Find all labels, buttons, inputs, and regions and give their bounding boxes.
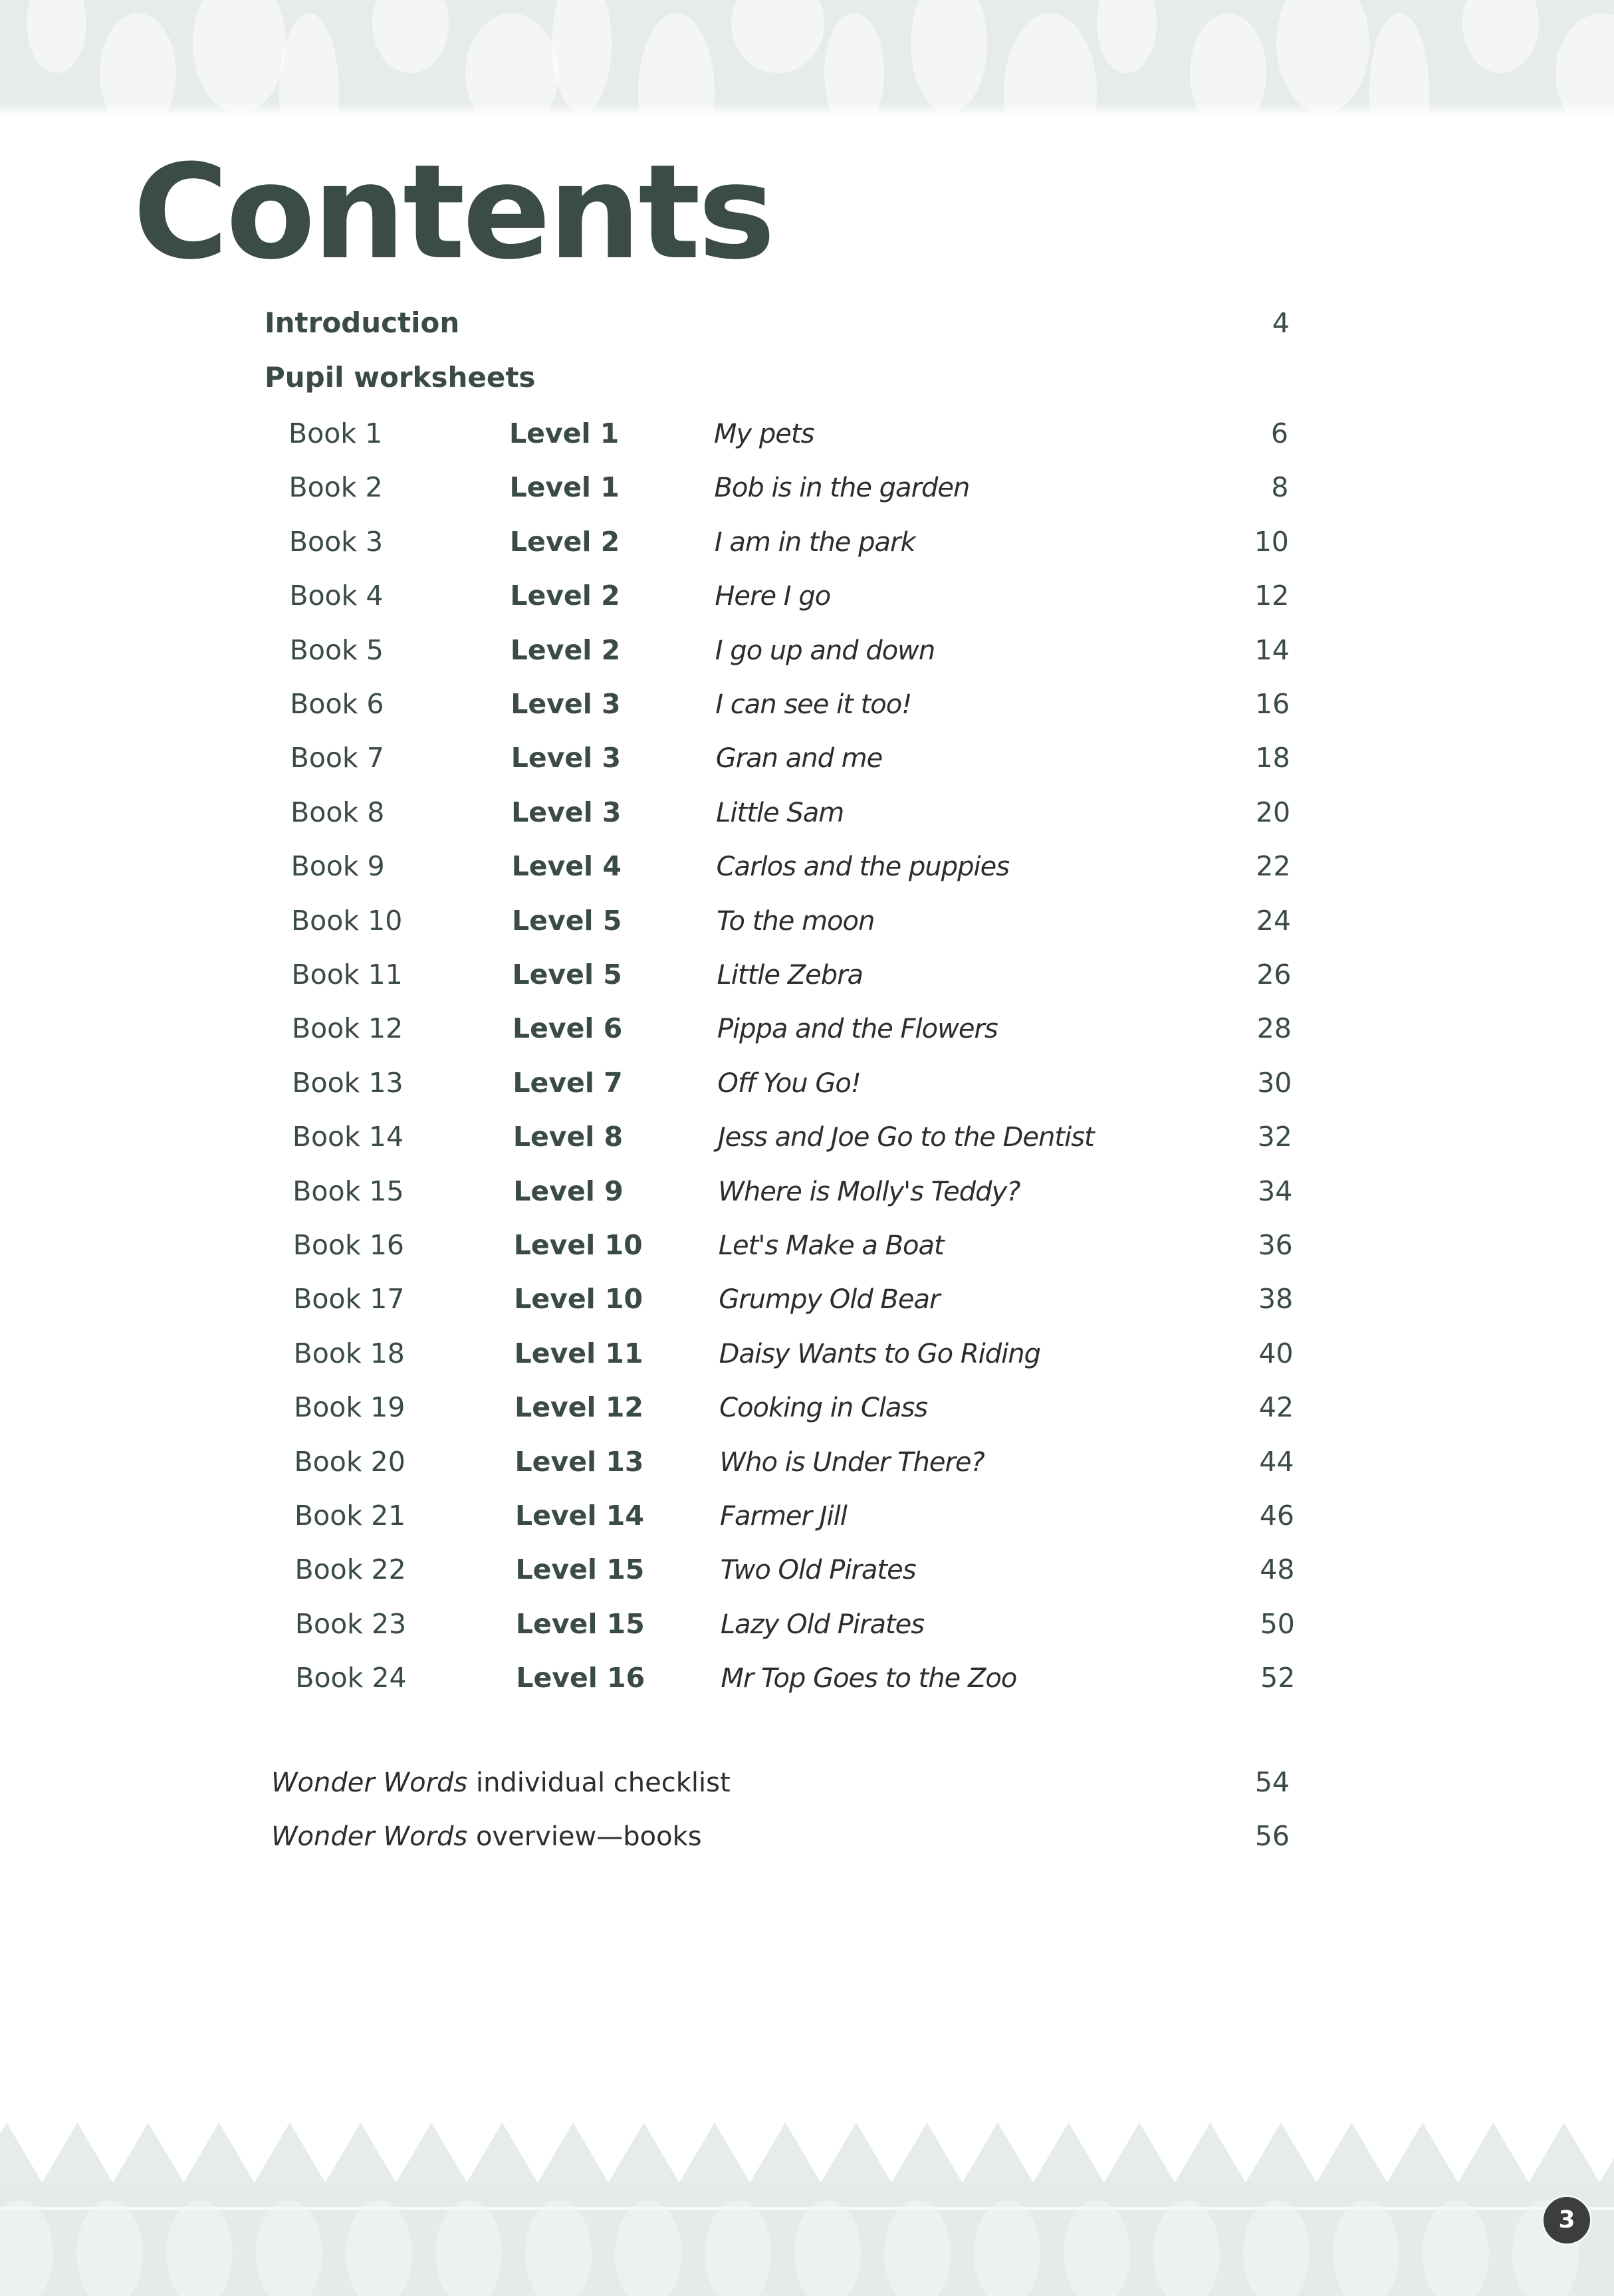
book-title: Little Zebra xyxy=(717,960,864,990)
book-title: Let's Make a Boat xyxy=(718,1230,944,1261)
toc-row-book[interactable] xyxy=(0,516,1614,556)
bubble-decoration-icon xyxy=(1462,0,1539,73)
book-title: Grumpy Old Bear xyxy=(719,1284,940,1316)
toc-row-book[interactable] xyxy=(0,1436,1614,1476)
book-title: Daisy Wants to Go Riding xyxy=(719,1338,1040,1369)
bubble-decoration-icon xyxy=(1004,13,1097,116)
book-number: Book 14 xyxy=(292,1121,404,1153)
pupil-worksheets-heading: Pupil worksheets xyxy=(265,361,536,394)
book-page: 18 xyxy=(1255,742,1290,774)
book-level: Level 11 xyxy=(514,1337,643,1369)
bubble-decoration-icon xyxy=(824,13,884,116)
book-title: Mr Top Goes to the Zoo xyxy=(721,1663,1017,1694)
book-page: 44 xyxy=(1259,1445,1294,1478)
triangle-border-icon xyxy=(0,2121,1614,2296)
book-level: Level 1 xyxy=(509,417,620,449)
toc-row-book[interactable] xyxy=(0,461,1614,504)
book-title: Cooking in Class xyxy=(719,1393,928,1424)
toc-row-book[interactable] xyxy=(0,1165,1614,1205)
book-page: 10 xyxy=(1254,525,1289,558)
book-number: Book 21 xyxy=(294,1500,406,1532)
book-title: I am in the park xyxy=(714,526,915,558)
bubble-decoration-icon xyxy=(1369,13,1429,116)
toc-row-book[interactable] xyxy=(0,840,1614,883)
book-number: Book 18 xyxy=(293,1337,405,1369)
book-level: Level 2 xyxy=(510,580,620,612)
book-page: 28 xyxy=(1256,1012,1292,1045)
book-title: Carlos and the puppies xyxy=(716,852,1010,883)
book-page: 16 xyxy=(1255,688,1290,720)
book-page: 30 xyxy=(1257,1066,1292,1099)
toc-row-book[interactable] xyxy=(0,407,1614,447)
bubble-decoration-icon xyxy=(638,13,715,116)
book-level: Level 3 xyxy=(511,796,622,828)
bubble-decoration-icon xyxy=(1556,13,1614,116)
bubble-decoration-icon xyxy=(731,0,824,73)
toc-row-book[interactable] xyxy=(0,1544,1614,1586)
book-number: Book 13 xyxy=(292,1066,404,1099)
book-number: Book 9 xyxy=(290,850,385,883)
book-number: Book 19 xyxy=(294,1391,405,1424)
wonder-words-rest: individual checklist xyxy=(467,1768,731,1798)
wonder-words-label xyxy=(271,1823,702,1850)
book-number: Book 8 xyxy=(290,796,385,828)
book-title: Where is Molly's Teddy? xyxy=(718,1176,1020,1207)
book-page: 46 xyxy=(1259,1500,1294,1532)
book-page: 6 xyxy=(1270,417,1288,449)
bubble-decoration-icon xyxy=(193,0,286,113)
book-number: Book 16 xyxy=(292,1229,404,1261)
toc-row-book[interactable] xyxy=(0,895,1614,935)
book-number: Book 17 xyxy=(293,1283,405,1316)
book-page: 22 xyxy=(1256,850,1291,883)
book-level: Level 6 xyxy=(512,1012,623,1045)
book-page: 12 xyxy=(1254,580,1290,612)
book-title: My pets xyxy=(714,419,814,449)
toc-row-book[interactable] xyxy=(0,1219,1614,1259)
book-page: 36 xyxy=(1258,1229,1293,1261)
book-title: Bob is in the garden xyxy=(714,473,970,504)
page-number-badge: 3 xyxy=(1542,2195,1592,2245)
book-page: 14 xyxy=(1254,633,1290,666)
toc-row-book[interactable] xyxy=(0,949,1614,988)
book-level: Level 5 xyxy=(512,904,622,937)
book-number: Book 3 xyxy=(288,525,384,558)
book-number: Book 2 xyxy=(288,471,383,504)
book-level: Level 8 xyxy=(513,1121,624,1153)
toc-section-pupil-worksheets xyxy=(0,352,1614,392)
book-page: 40 xyxy=(1258,1337,1294,1369)
book-title: Off You Go! xyxy=(717,1068,861,1099)
introduction-label: Introduction xyxy=(265,306,460,339)
book-title: Jess and Joe Go to the Dentist xyxy=(717,1122,1094,1153)
toc-row-book[interactable] xyxy=(0,570,1614,610)
toc-row-book[interactable] xyxy=(0,1327,1614,1367)
book-title: Pippa and the Flowers xyxy=(717,1014,998,1045)
book-level: Level 3 xyxy=(511,688,621,720)
book-level: Level 14 xyxy=(515,1500,644,1532)
book-number: Book 22 xyxy=(294,1553,406,1586)
toc-row-book[interactable] xyxy=(0,1273,1614,1316)
book-page: 38 xyxy=(1258,1283,1294,1316)
toc-row-book[interactable] xyxy=(0,1652,1614,1692)
book-number: Book 11 xyxy=(291,959,403,990)
toc-row-book[interactable] xyxy=(0,1057,1614,1097)
toc-row-wonder-words[interactable] xyxy=(0,1810,1614,1850)
book-title: Two Old Pirates xyxy=(720,1555,916,1586)
bubble-decoration-icon xyxy=(911,0,987,113)
book-level: Level 4 xyxy=(511,850,622,883)
book-level: Level 16 xyxy=(516,1662,645,1694)
book-title: Who is Under There? xyxy=(719,1446,984,1478)
book-number: Book 24 xyxy=(295,1662,407,1694)
book-level: Level 10 xyxy=(513,1229,643,1261)
book-number: Book 7 xyxy=(290,742,384,774)
bubble-decoration-icon xyxy=(279,13,339,116)
book-number: Book 23 xyxy=(294,1607,407,1640)
book-level: Level 1 xyxy=(509,471,620,504)
page-title: Contents xyxy=(133,137,773,288)
book-page: 34 xyxy=(1258,1175,1293,1207)
toc-row-book[interactable] xyxy=(0,624,1614,664)
toc-row-book[interactable] xyxy=(0,1490,1614,1530)
bubble-decoration-icon xyxy=(1190,13,1266,116)
book-level: Level 2 xyxy=(509,525,620,558)
book-number: Book 15 xyxy=(292,1175,404,1207)
book-number: Book 12 xyxy=(291,1012,404,1045)
book-level: Level 2 xyxy=(510,633,621,666)
book-number: Book 20 xyxy=(294,1445,405,1478)
book-level: Level 12 xyxy=(515,1391,643,1424)
book-title: Here I go xyxy=(715,581,831,612)
wonder-words-page: 54 xyxy=(1254,1766,1290,1798)
book-title: Lazy Old Pirates xyxy=(720,1609,925,1640)
bubble-decoration-icon xyxy=(1276,0,1369,113)
book-title: Gran and me xyxy=(715,743,883,774)
book-title: I go up and down xyxy=(715,635,935,666)
book-page: 48 xyxy=(1260,1553,1295,1586)
book-page: 26 xyxy=(1256,959,1292,990)
book-page: 20 xyxy=(1255,796,1291,828)
introduction-page: 4 xyxy=(1272,307,1290,339)
toc-row-wonder-words[interactable] xyxy=(0,1756,1614,1796)
toc-row-book[interactable] xyxy=(0,1002,1614,1045)
book-level: Level 7 xyxy=(513,1066,623,1099)
book-level: Level 15 xyxy=(515,1607,645,1640)
book-page: 52 xyxy=(1260,1662,1296,1694)
book-page: 32 xyxy=(1257,1121,1292,1153)
book-number: Book 10 xyxy=(291,904,403,937)
book-number: Book 6 xyxy=(290,688,384,720)
toc-row-book[interactable] xyxy=(0,1598,1614,1638)
toc-row-book[interactable] xyxy=(0,678,1614,718)
bubble-decoration-icon xyxy=(372,0,449,73)
book-title: Little Sam xyxy=(716,797,844,828)
book-page: 50 xyxy=(1260,1607,1295,1640)
toc-row-book[interactable] xyxy=(0,1381,1614,1424)
bottom-decorative-band xyxy=(0,2121,1614,2296)
book-title: To the moon xyxy=(717,905,875,937)
book-level: Level 3 xyxy=(511,742,622,774)
book-level: Level 15 xyxy=(515,1553,645,1586)
bubble-decoration-icon xyxy=(1097,0,1157,73)
book-title: I can see it too! xyxy=(715,689,912,720)
book-page: 42 xyxy=(1258,1391,1294,1424)
book-number: Book 5 xyxy=(289,633,384,666)
book-level: Level 10 xyxy=(514,1283,643,1316)
bubble-decoration-icon xyxy=(552,0,612,113)
book-page: 24 xyxy=(1256,904,1292,937)
book-number: Book 1 xyxy=(288,417,383,449)
book-title: Farmer Jill xyxy=(720,1501,847,1532)
wonder-words-page: 56 xyxy=(1254,1820,1290,1852)
toc-row-introduction[interactable] xyxy=(0,297,1614,337)
book-level: Level 5 xyxy=(512,959,622,990)
wonder-words-italic: Wonder Words xyxy=(271,1768,468,1798)
toc-row-book[interactable] xyxy=(0,786,1614,826)
bubble-decoration-icon xyxy=(465,13,558,116)
book-page: 8 xyxy=(1271,471,1289,504)
book-level: Level 9 xyxy=(513,1175,624,1207)
bubble-decoration-icon xyxy=(100,13,176,116)
toc-row-book[interactable] xyxy=(0,732,1614,772)
wonder-words-rest: overview—books xyxy=(467,1821,702,1852)
wonder-words-italic: Wonder Words xyxy=(271,1821,468,1852)
wonder-words-label xyxy=(271,1770,731,1796)
book-number: Book 4 xyxy=(289,580,384,612)
top-decorative-band xyxy=(0,0,1614,116)
toc-row-book[interactable] xyxy=(0,1111,1614,1151)
bubble-decoration-icon xyxy=(27,0,86,73)
book-level: Level 13 xyxy=(515,1445,644,1478)
